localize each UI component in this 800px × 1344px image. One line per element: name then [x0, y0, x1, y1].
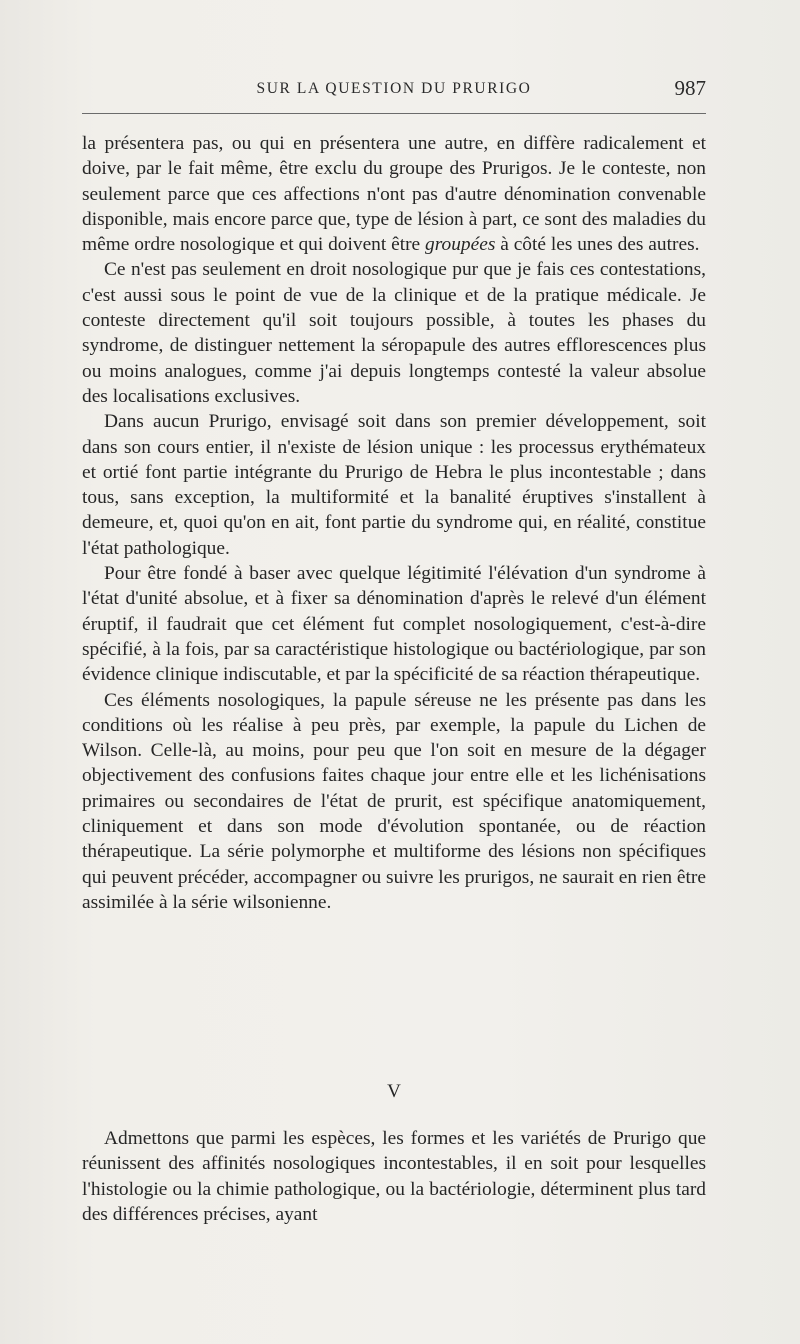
paragraph-1: [82, 131, 706, 257]
header-rule: [82, 113, 706, 114]
section-heading: V: [387, 1081, 401, 1102]
page-number: 987: [674, 76, 706, 100]
body-text: [82, 131, 706, 915]
page-header: [82, 76, 706, 106]
paragraph-4: Pour être fondé à baser avec quelque légitimité l'élévation d'un syndrome à l'état d'unité absolue, et à fixer sa dénomination d'après le relevé d'un élément éruptif, il faudrait que cet élément fut complet nosologiquement, c'est-à-dire spécifié, à la fois, par sa caractéristique histologique ou bactériologique, par son évidence clinique indiscutable, et par la spécificité de sa réaction thérapeutique.: [82, 563, 706, 686]
paragraph-2: Ce n'est pas seulement en droit nosologique pur que je fais ces contestations, c'est aussi sous le point de vue de la clinique et de la pratique médicale. Je conteste directement qu'il soit toujours possible, à toutes les phases du syndrome, de distinguer nettement la séropapule des autres efflorescences plus ou moins analogues, comme j'ai depuis longtemps contesté la valeur absolue des localisations exclusives.: [82, 259, 706, 407]
paragraph-6: Admettons que parmi les espèces, les formes et les variétés de Prurigo que réunissent des affinités nosologiques incontestables, il en soit pour lesquelles l'histologie ou la chimie pathologique, ou la bactériologie, déterminent plus tard des différences précises, ayant: [82, 1128, 706, 1225]
emphasis-groupees: groupées: [425, 234, 496, 256]
running-title: SUR LA QUESTION DU PRURIGO: [256, 80, 532, 97]
section-text: [82, 1126, 706, 1227]
paragraph-1-text: la présentera pas, ou qui en présentera une autre, en diffère radicalement et doive, par le fait même, être exclu du groupe des Prurigos. Je le conteste, non seulement parce que ces affections n'ont pas d'autre dénomination convenable disponible, mais encore parce que, type de lésion à part, ce sont des maladies du même ordre nosologique et qui doivent être: [82, 133, 706, 256]
paragraph-3: Dans aucun Prurigo, envisagé soit dans son premier développement, soit dans son cours entier, il n'existe de lésion unique : les processus erythémateux et ortié font partie intégrante du Prurigo de Hebra le plus incontestable ; dans tous, sans exception, la multiformité et la banalité éruptives s'installent à demeure, et, quoi qu'on en ait, font partie du syndrome qui, en réalité, constitue l'état pathologique.: [82, 411, 706, 559]
paragraph-5: Ces éléments nosologiques, la papule séreuse ne les présente pas dans les conditions où les réalise à peu près, par exemple, la papule du Lichen de Wilson. Celle-là, au moins, pour peu que l'on soit en mesure de la dégager objectivement des confusions faites chaque jour entre elle et les lichénisations primaires ou secondaires de l'état de prurit, est spécifique anatomiquement, cliniquement et dans son mode d'évolution spontanée, ou de réaction thérapeutique. La série polymorphe et multiforme des lésions non spécifiques qui peuvent précéder, accompagner ou suivre les prurigos, ne saurait en rien être assimilée à la série wilsonienne.: [82, 689, 706, 913]
paragraph-1-end: à côté les unes des autres.: [495, 234, 700, 256]
